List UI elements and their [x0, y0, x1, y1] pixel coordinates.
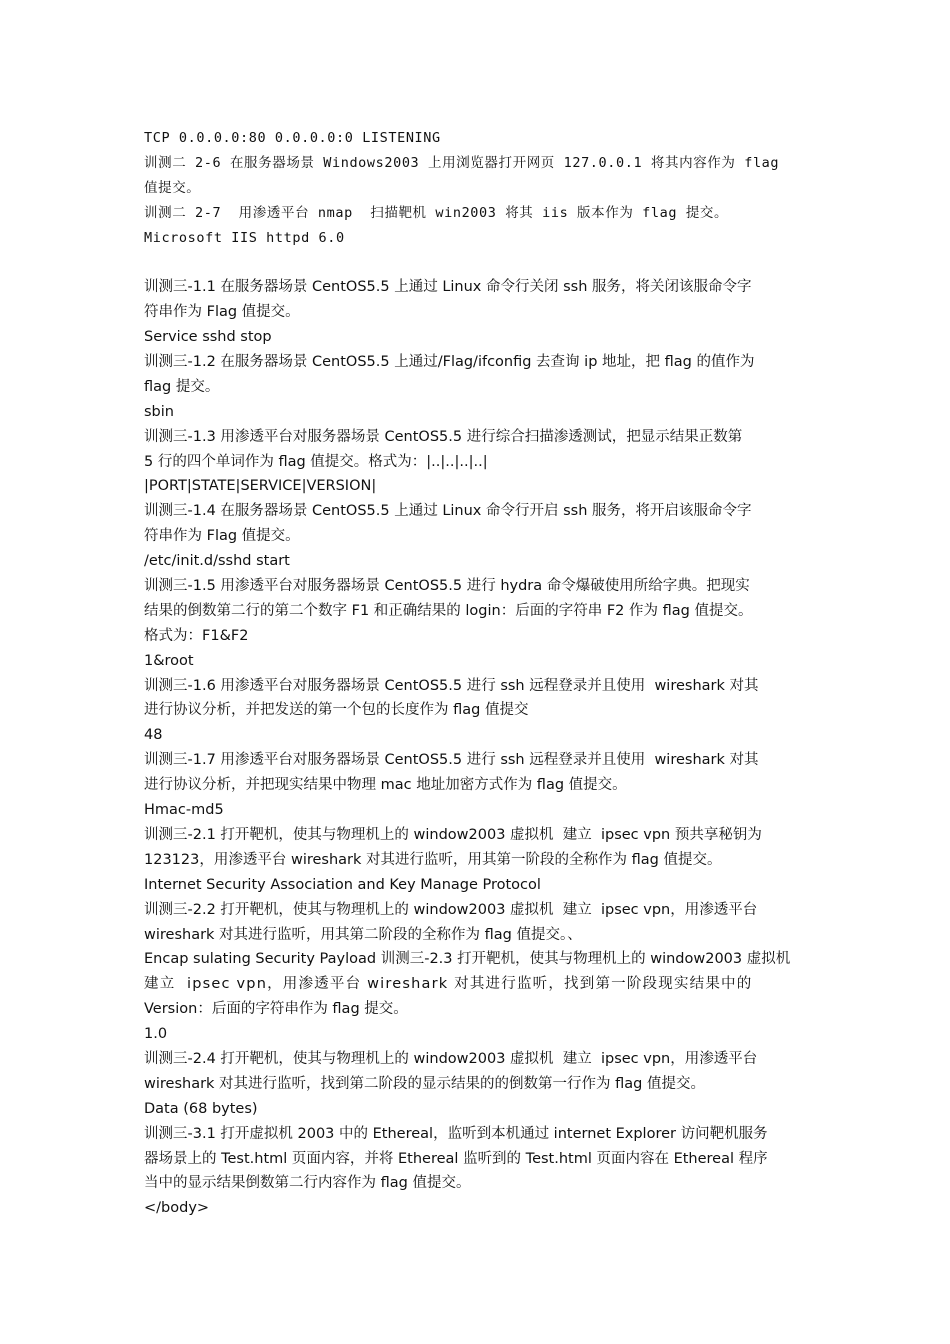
text-line: |PORT|STATE|SERVICE|VERSION|	[144, 478, 377, 495]
text-line: 符串作为 Flag 值提交。	[144, 304, 300, 321]
text-line: </body>	[144, 1200, 210, 1217]
text-line: /etc/init.d/sshd start	[144, 553, 290, 570]
text-line: 训测三-1.2 在服务器场景 CentOS5.5 上通过/Flag/ifconfig 去查询 ip 地址，把 flag 的值作为	[144, 354, 755, 371]
text-line: Microsoft IIS httpd 6.0	[144, 229, 345, 246]
text-line: 进行协议分析，并把现实结果中物理 mac 地址加密方式作为 flag 值提交。	[144, 777, 627, 794]
text-line: Hmac-md5	[144, 802, 224, 819]
text-line: wireshark 对其进行监听，找到第二阶段的显示结果的的倒数第一行作为 flag 值提交。	[144, 1075, 705, 1092]
text-line: Version：后面的字符串作为 flag 提交。	[144, 1001, 408, 1018]
text-line: 1&root	[144, 652, 194, 669]
text-line: 训测三-1.3 用渗透平台对服务器场景 CentOS5.5 进行综合扫描渗透测试，把显示结果正数第	[144, 428, 743, 445]
text-line: 1.0	[144, 1026, 168, 1043]
text-line: sbin	[144, 403, 174, 420]
text-line: 训测二 2-6 在服务器场景 Windows2003 上用浏览器打开网页 127.0.0.1 将其内容作为 flag	[144, 154, 780, 171]
text-line: TCP 0.0.0.0:80 0.0.0.0:0 LISTENING	[144, 130, 441, 146]
text-line: 训测三-3.1 打开虚拟机 2003 中的 Ethereal，监听到本机通过 internet Explorer 访问靶机服务	[144, 1125, 768, 1142]
document-page	[144, 126, 824, 1221]
text-line: 训测三-1.5 用渗透平台对服务器场景 CentOS5.5 进行 hydra 命令爆破使用所给字典。把现实	[144, 578, 750, 595]
text-line: 结果的倒数第二行的第二个数字 F1 和正确结果的 login：后面的字符串 F2 作为 flag 值提交。	[144, 602, 753, 619]
text-line: 值提交。	[144, 179, 201, 196]
text-line: 训测三-2.1 打开靶机，使其与物理机上的 window2003 虚拟机 建立 ipsec vpn 预共享秘钥为	[144, 826, 762, 843]
text-line: 格式为：F1&F2	[144, 627, 249, 644]
text-line: 训测三-2.2 打开靶机，使其与物理机上的 window2003 虚拟机 建立 ipsec vpn，用渗透平台	[144, 901, 758, 918]
text-line: 符串作为 Flag 值提交。	[144, 528, 300, 545]
text-line: 训测三-1.6 用渗透平台对服务器场景 CentOS5.5 进行 ssh 远程登录并且使用 wireshark 对其	[144, 677, 759, 694]
text-line: wireshark 对其进行监听，用其第二阶段的全称作为 flag 值提交。、	[144, 926, 582, 943]
text-line: 5 行的四个单词作为 flag 值提交。格式为：|..|..|..|..|	[144, 453, 488, 470]
text-line: 建立 ipsec vpn，用渗透平台 wireshark 对其进行监听，找到第一阶段现实结果中的	[144, 976, 753, 993]
text-line: 当中的显示结果倒数第二行内容作为 flag 值提交。	[144, 1175, 471, 1192]
text-line: 训测三-1.7 用渗透平台对服务器场景 CentOS5.5 进行 ssh 远程登录并且使用 wireshark 对其	[144, 752, 759, 769]
text-line: 123123，用渗透平台 wireshark 对其进行监听，用其第一阶段的全称作为 flag 值提交。	[144, 851, 722, 868]
text-line: Encap sulating Security Payload 训测三-2.3 打开靶机，使其与物理机上的 window2003 虚拟机	[144, 951, 791, 968]
text-line: 48	[144, 727, 163, 744]
text-line: 进行协议分析，并把发送的第一个包的长度作为 flag 值提交	[144, 702, 529, 719]
text-line: Internet Security Association and Key Manage Protocol	[144, 876, 541, 893]
text-line: Service sshd stop	[144, 329, 272, 346]
text-line: 训测三-2.4 打开靶机，使其与物理机上的 window2003 虚拟机 建立 ipsec vpn，用渗透平台	[144, 1050, 758, 1067]
text-line: Data (68 bytes)	[144, 1100, 258, 1117]
blank-line	[144, 250, 824, 275]
text-line: 训测二 2-7 用渗透平台 nmap 扫描靶机 win2003 将其 iis 版本作为 flag 提交。	[144, 204, 729, 221]
text-line: 训测三-1.4 在服务器场景 CentOS5.5 上通过 Linux 命令行开启 ssh 服务，将开启该服命令字	[144, 503, 752, 520]
text-line: 器场景上的 Test.html 页面内容，并将 Ethereal 监听到的 Test.html 页面内容在 Ethereal 程序	[144, 1150, 768, 1167]
text-line: flag 提交。	[144, 378, 220, 395]
text-line: 训测三-1.1 在服务器场景 CentOS5.5 上通过 Linux 命令行关闭 ssh 服务，将关闭该服命令字	[144, 279, 752, 296]
